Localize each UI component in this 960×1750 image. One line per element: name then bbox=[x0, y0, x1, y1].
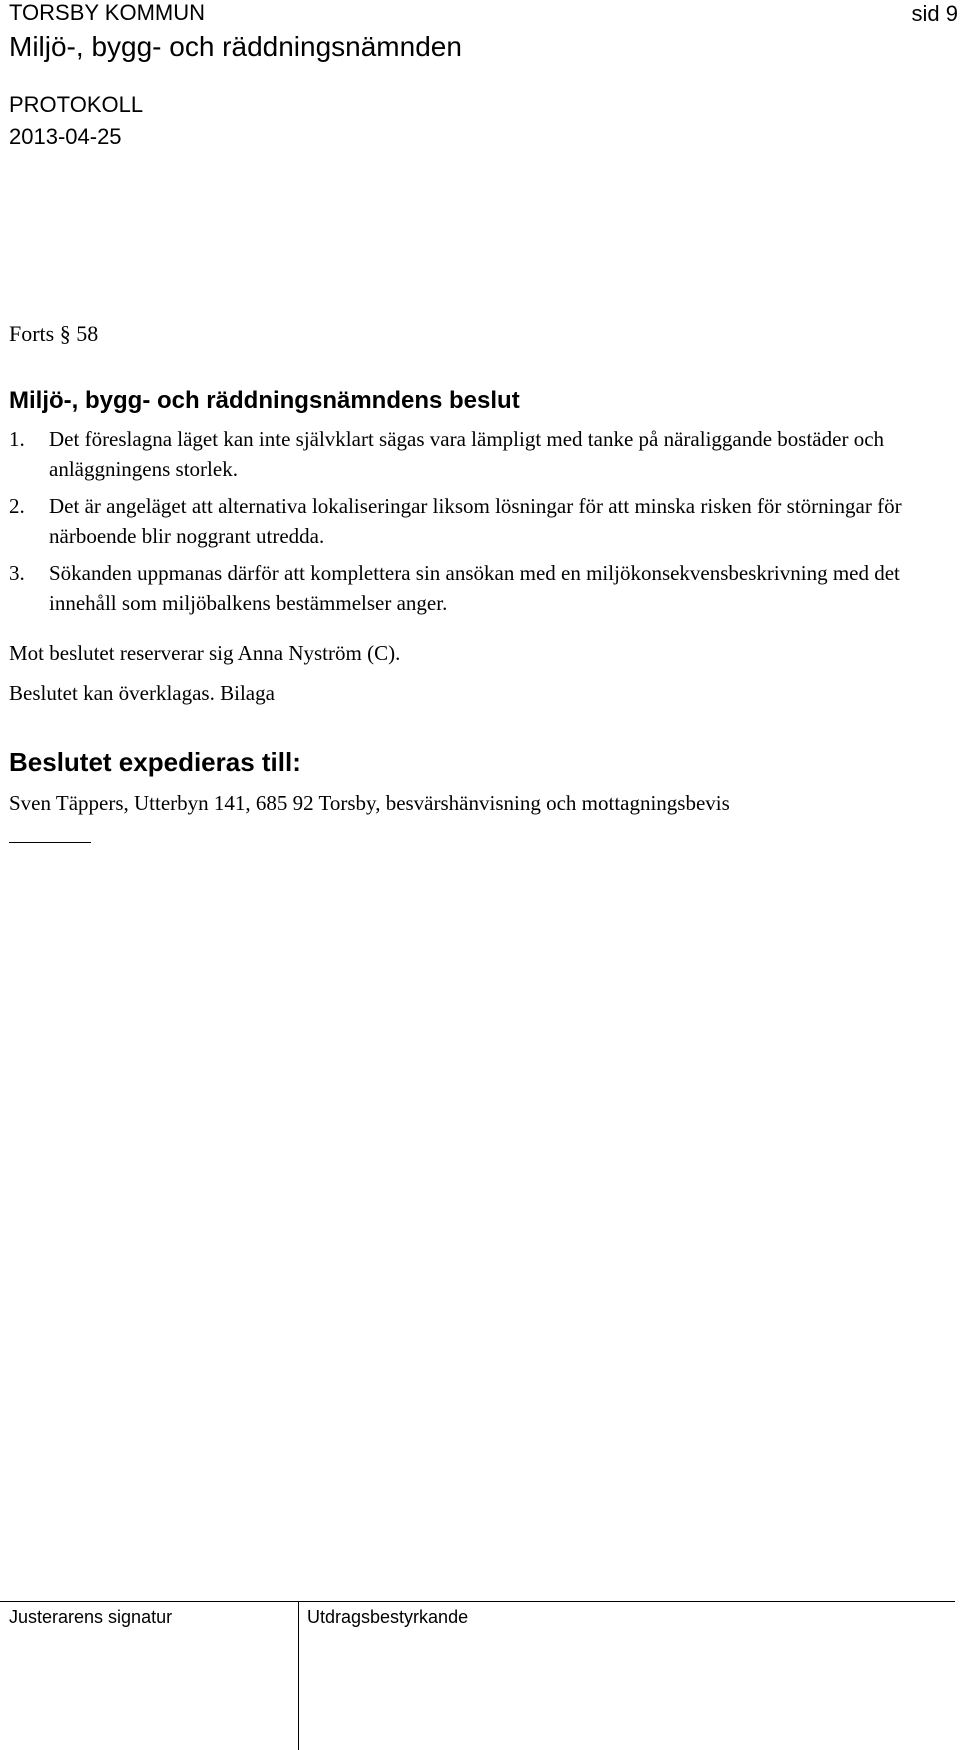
board-name: Miljö-, bygg- och räddningsnämnden bbox=[9, 31, 462, 62]
decision-item bbox=[9, 424, 909, 484]
reservation-text: Mot beslutet reserverar sig Anna Nyström (C). bbox=[9, 641, 401, 665]
page-number: sid 9 bbox=[911, 1, 958, 26]
distribution-heading: Beslutet expedieras till: bbox=[9, 747, 301, 777]
decision-item-number: 3. bbox=[9, 561, 25, 585]
footer-rule bbox=[0, 1601, 955, 1602]
footer-signature-label: Justerarens signatur bbox=[9, 1607, 173, 1627]
decision-item bbox=[9, 491, 909, 551]
decision-heading: Miljö-, bygg- och räddningsnämndens beslut bbox=[9, 387, 520, 414]
footer-divider bbox=[298, 1601, 299, 1750]
distribution-recipient: Sven Täppers, Utterbyn 141, 685 92 Torsby, besvärshänvisning och mottagningsbevis bbox=[9, 791, 730, 815]
organization-name: TORSBY KOMMUN bbox=[9, 0, 205, 25]
decision-item-number: 1. bbox=[9, 427, 25, 451]
decision-item-text: Sökanden uppmanas därför att komplettera sin ansökan med en miljökonsekvensbeskrivning med det innehåll som miljöbalkens bestämmelser anger. bbox=[49, 561, 900, 615]
footer-certification-label: Utdragsbestyrkande bbox=[307, 1607, 469, 1627]
document-date: 2013-04-25 bbox=[9, 124, 122, 149]
appeal-text: Beslutet kan överklagas. Bilaga bbox=[9, 681, 275, 705]
section-continuation: Forts § 58 bbox=[9, 321, 99, 346]
decision-item-number: 2. bbox=[9, 494, 25, 518]
document-type: PROTOKOLL bbox=[9, 92, 144, 117]
decision-item-text: Det föreslagna läget kan inte självklart sägas vara lämpligt med tanke på näraliggande bostäder och anläggningens storlek. bbox=[49, 427, 885, 481]
end-rule bbox=[9, 842, 91, 843]
decision-item-text: Det är angeläget att alternativa lokaliseringar liksom lösningar för att minska risken för störningar för närboende blir noggrant utredda. bbox=[49, 494, 902, 548]
decision-item bbox=[9, 558, 909, 618]
decision-list bbox=[9, 424, 909, 625]
